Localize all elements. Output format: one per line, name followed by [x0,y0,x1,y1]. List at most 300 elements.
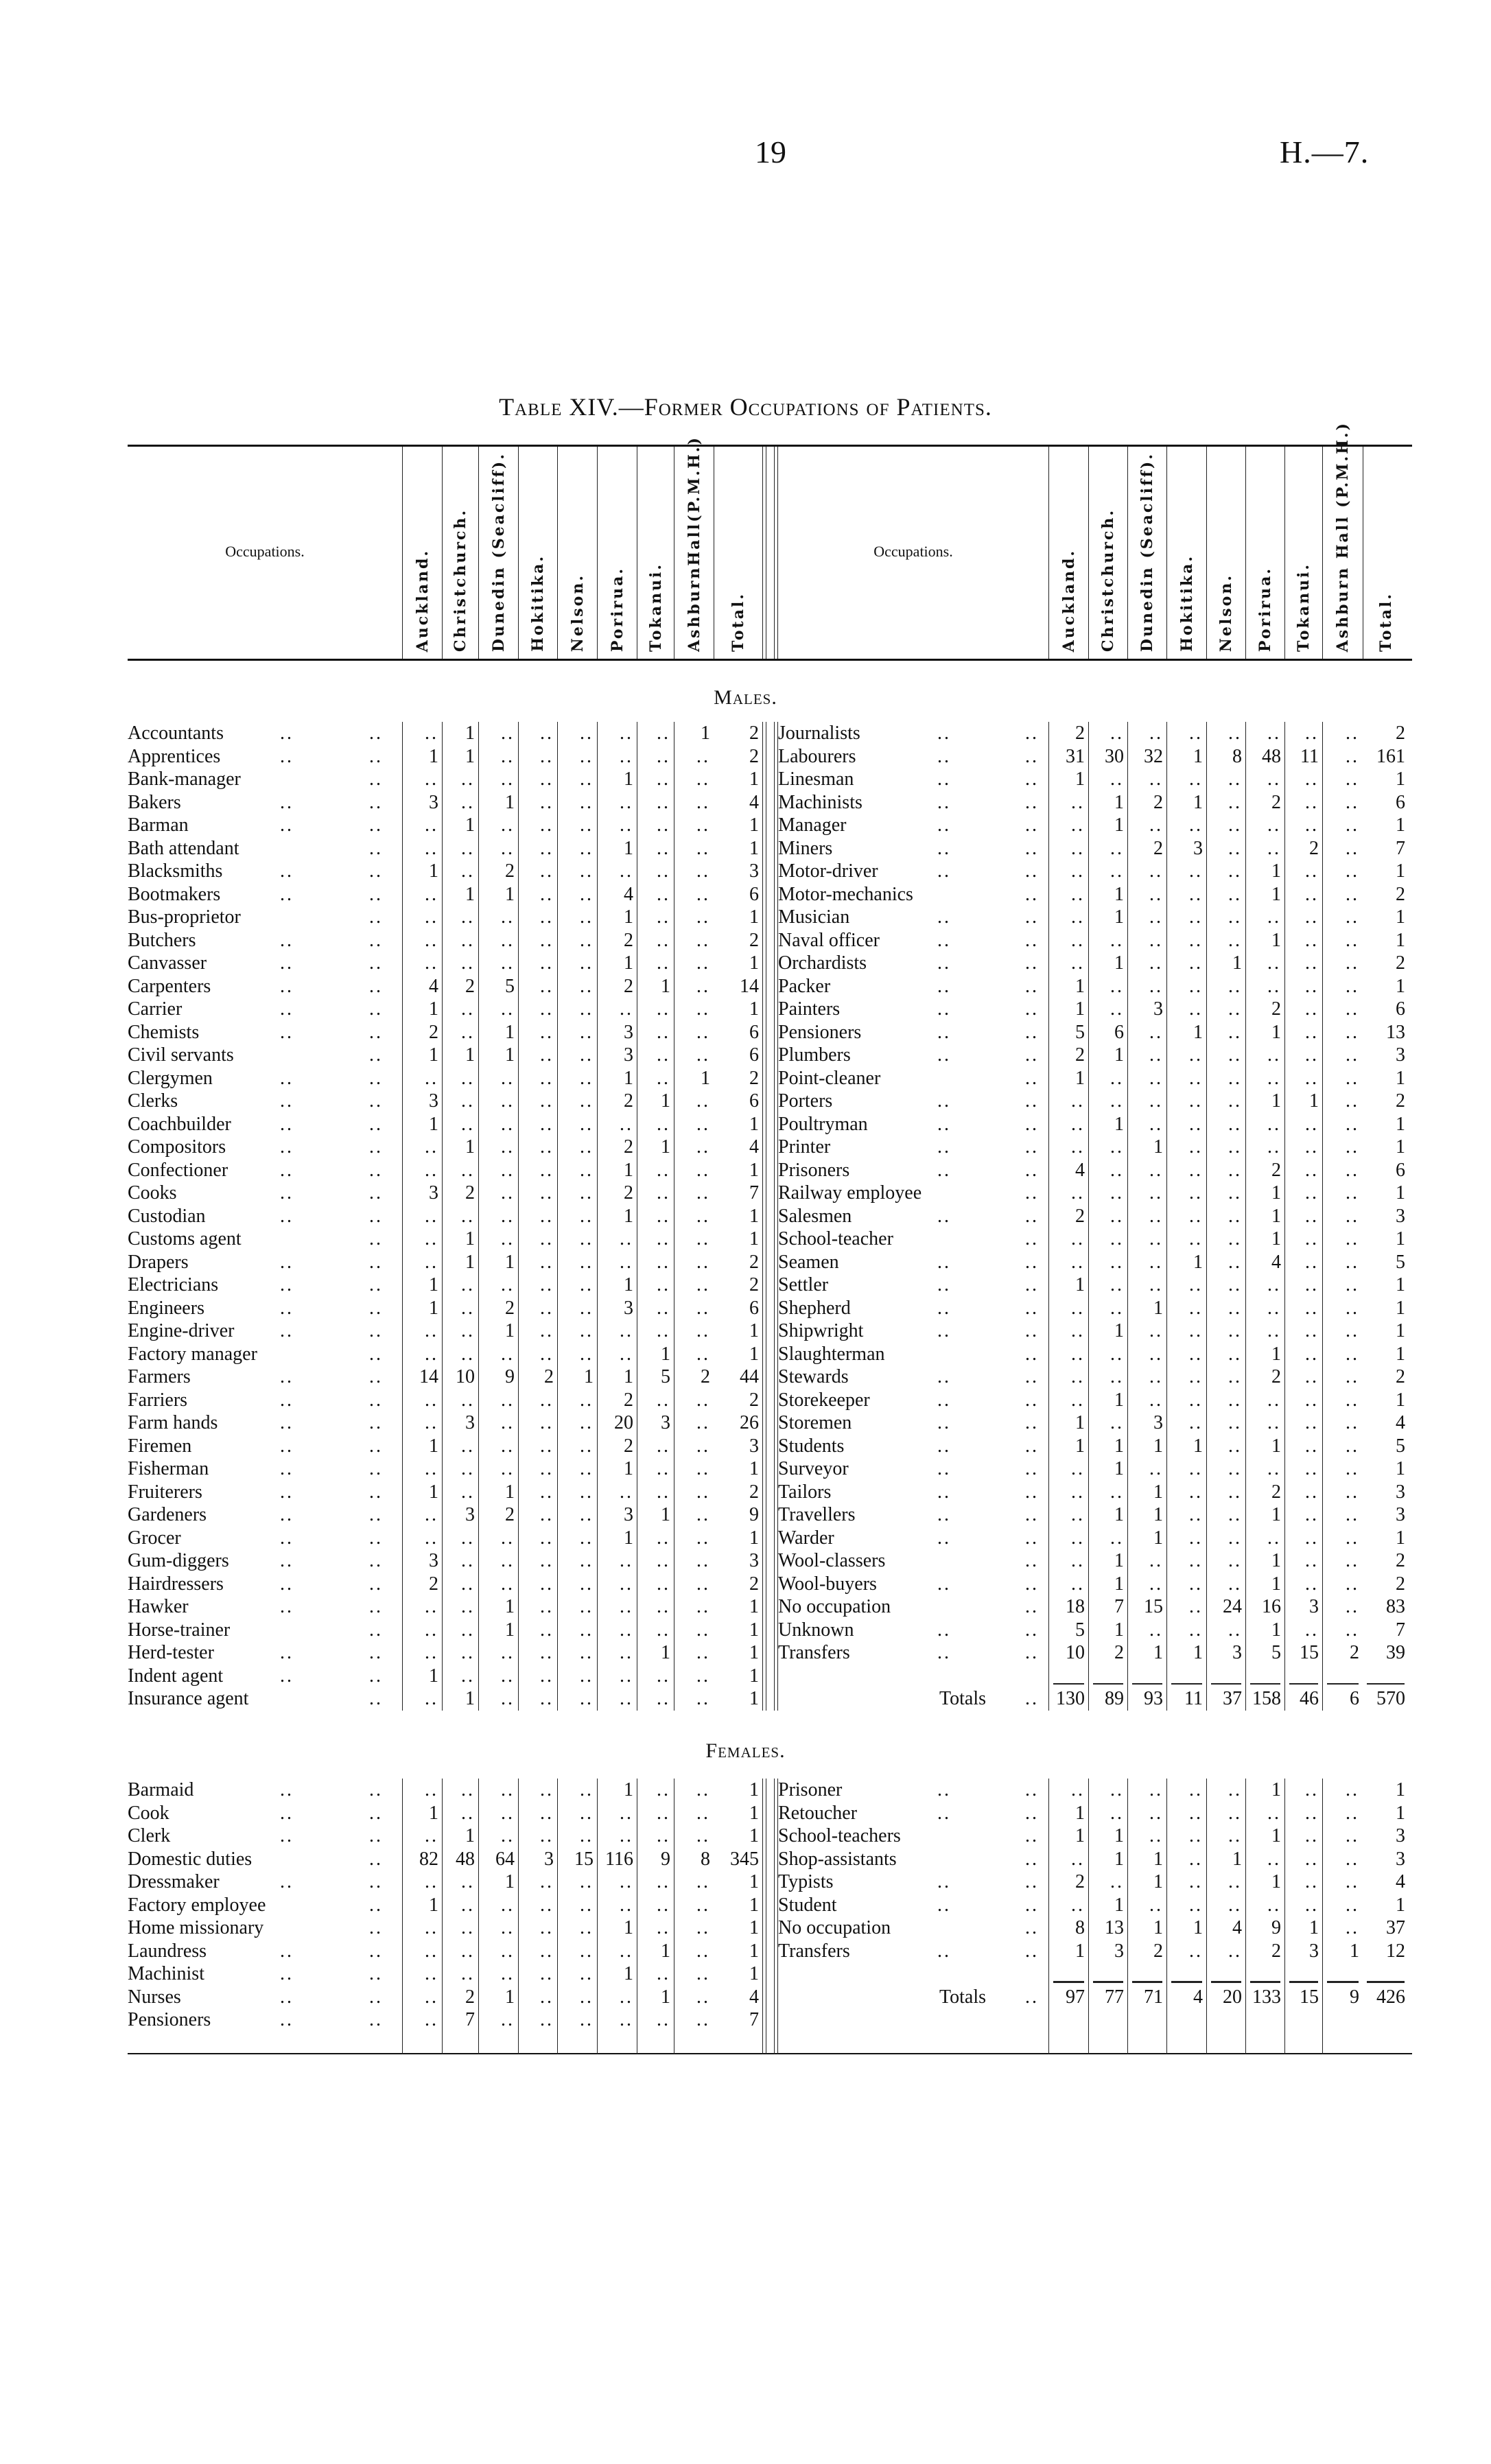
row-total-cell: 4 [1396,1871,1405,1892]
leader-dots [369,1802,383,1825]
occupation-label: Clerk [128,1825,171,1846]
count-cell: 1 [1048,1940,1088,1963]
occupation-label: Machinists [778,791,862,813]
occupation-cell [778,1916,1048,1940]
occupation-cell [128,791,402,814]
count-cell: .. [1284,1113,1322,1136]
count-cell: .. [1206,1435,1245,1458]
row-total-cell: 3 [749,860,759,882]
column-header [1363,447,1409,659]
count-cell: .. [518,1343,557,1366]
occupation-label: Transfers [778,1940,850,1962]
count-cell: .. [478,837,518,860]
count-cell: .. [1166,1894,1206,1917]
count-cell: .. [1048,791,1088,814]
double-rule [762,1228,766,1251]
count-cell: 2 [402,1021,442,1044]
count-cell: .. [518,1113,557,1136]
count-cell: .. [1206,791,1245,814]
occupation-cell [128,929,402,952]
leader-dots [280,1182,294,1205]
count-cell: .. [1284,1779,1322,1802]
leader-dots [1025,837,1039,860]
count-cell: .. [402,1916,442,1940]
column-header-right [774,421,1409,659]
table-row [128,1916,766,1940]
table-row [128,1044,766,1067]
column-header [597,447,637,659]
count-cell: 1 [1322,1940,1363,1963]
row-total-cell: 1 [1396,1894,1405,1916]
leader-dots [369,1159,383,1182]
leader-dots [369,1090,383,1113]
count-cell: .. [674,1503,714,1527]
count-cell: .. [557,1389,597,1412]
count-cell: .. [674,1228,714,1251]
count-cell: .. [1127,1205,1166,1228]
row-total-cell: 1 [749,1205,759,1227]
count-cell: 3 [1284,1595,1322,1619]
count-cell: .. [637,1159,674,1182]
count-cell: .. [674,1779,714,1802]
occupation-label: Pensioners [778,1021,862,1043]
count-cell: .. [518,1779,557,1802]
occupation-label: Blacksmiths [128,860,223,882]
leader-dots [280,2008,294,2032]
count-cell: 2 [1048,1870,1088,1894]
occupation-cell [128,1319,402,1343]
count-cell: .. [1322,1274,1363,1297]
occupation-label: Railway employee [778,1182,922,1204]
count-cell: .. [1088,837,1127,860]
leader-dots [1025,1527,1039,1550]
count-cell: .. [557,1870,597,1894]
double-rule [762,1824,766,1848]
occupation-cell [128,1205,402,1228]
count-cell: .. [1245,1297,1284,1320]
occupation-cell [128,1665,402,1688]
table-row [774,1343,1409,1366]
count-cell: 1 [1284,1916,1322,1940]
table-row [128,1113,766,1136]
occupations-header-label: Occupations. [225,543,305,560]
count-cell: .. [1127,814,1166,837]
double-rule [762,745,766,768]
count-cell: .. [1284,1870,1322,1894]
occupation-cell [778,860,1048,883]
count-cell: .. [1284,1824,1322,1848]
leader-dots [937,1779,951,1802]
count-cell: .. [518,1251,557,1274]
header-bottom-rule [128,659,1412,661]
row-total-cell: 2 [1396,1366,1405,1387]
occupation-label: Salesmen [778,1205,852,1227]
row-total-cell: 83 [1386,1596,1405,1617]
row-total-cell: 161 [1376,745,1405,767]
leader-dots [369,883,383,906]
count-cell: .. [1127,768,1166,791]
count-cell: .. [402,1986,442,2009]
count-cell: .. [402,1319,442,1343]
count-cell: .. [1206,1779,1245,1802]
table-row [128,906,766,929]
occupation-label: Students [778,1435,845,1457]
leader-dots [937,1389,951,1412]
leader-dots [280,1113,294,1136]
row-total-cell: 1 [749,906,759,928]
occupation-cell [778,1113,1048,1136]
count-cell: .. [402,1343,442,1366]
count-cell: .. [557,1457,597,1481]
count-cell: 3 [597,1503,637,1527]
count-cell: .. [518,929,557,952]
count-cell: 1 [402,1274,442,1297]
count-cell: 10 [1048,1641,1088,1665]
count-cell: .. [1088,998,1127,1021]
count-cell: .. [402,1251,442,1274]
row-total-cell: 7 [749,1182,759,1204]
occupation-label: Confectioner [128,1159,228,1181]
leader-dots [369,1962,383,1986]
row-total-cell: 2 [749,745,759,767]
count-cell: .. [1127,1090,1166,1113]
column-header [1127,447,1166,659]
leader-dots [1025,1365,1039,1389]
count-cell: .. [1206,1527,1245,1550]
occupations-header [128,447,402,659]
count-cell: .. [1166,906,1206,929]
occupation-cell [128,1527,402,1550]
row-total-cell: 1 [1396,1297,1405,1319]
table-row [774,1113,1409,1136]
occupation-cell [128,1595,402,1619]
count-cell: .. [402,1389,442,1412]
occupation-label: Packer [778,975,831,997]
count-cell: 1 [597,906,637,929]
column-header [557,447,597,659]
count-cell: 20 [597,1411,637,1435]
count-cell [1245,1962,1284,1986]
double-rule [762,1435,766,1458]
count-cell: 3 [597,1021,637,1044]
occupation-label: Plumbers [778,1044,851,1066]
count-cell: .. [1245,814,1284,837]
table-row [774,1595,1409,1619]
row-total-cell: 1 [749,1343,759,1365]
count-cell: .. [1048,906,1088,929]
count-cell: .. [637,1916,674,1940]
table-row [128,1067,766,1090]
double-rule [762,1159,766,1182]
count-cell: .. [557,1962,597,1986]
count-cell: .. [518,1481,557,1504]
count-cell: .. [1206,1044,1245,1067]
count-cell: .. [1206,1067,1245,1090]
occupation-cell [778,791,1048,814]
leader-dots [280,1962,294,1986]
occupation-cell [128,1411,402,1435]
count-cell: .. [1127,1067,1166,1090]
occupation-label: Fruiterers [128,1481,202,1503]
leader-dots [937,1090,951,1113]
count-cell: .. [1206,1319,1245,1343]
count-cell: .. [442,1159,478,1182]
count-cell: .. [557,1159,597,1182]
count-cell: 3 [597,1297,637,1320]
count-cell: .. [1127,1549,1166,1573]
table-row [128,1503,766,1527]
leader-dots [1025,906,1039,929]
occupation-label: Canvasser [128,952,207,974]
table-row [774,1297,1409,1320]
count-cell: .. [518,1573,557,1596]
leader-dots [1025,1297,1039,1320]
leader-dots [1025,1940,1039,1963]
leader-dots [369,1549,383,1573]
table-row [128,1527,766,1550]
count-cell: .. [1166,1870,1206,1894]
occupation-label: No occupation [778,1917,891,1938]
count-cell: .. [1166,1411,1206,1435]
count-cell: .. [1206,1481,1245,1504]
count-cell: .. [1206,975,1245,998]
count-cell: .. [442,768,478,791]
count-cell: .. [637,1274,674,1297]
row-total-cell: 1 [749,1779,759,1800]
count-cell: .. [1048,860,1088,883]
count-cell: .. [557,1435,597,1458]
leader-dots [369,2008,383,2032]
count-cell: .. [1048,1481,1088,1504]
table-row [774,1389,1409,1412]
count-cell: .. [557,1021,597,1044]
occupation-label: Factory employee [128,1894,266,1916]
leader-dots [937,1457,951,1481]
double-rule [762,1251,766,1274]
occupation-cell [128,1916,402,1940]
leader-dots [937,1573,951,1596]
count-cell: .. [1166,1802,1206,1825]
count-cell: 3 [1088,1940,1127,1963]
count-cell: .. [442,1205,478,1228]
table-row [128,860,766,883]
table-row [774,1411,1409,1435]
count-cell: .. [478,998,518,1021]
count-cell: 1 [1088,1848,1127,1871]
row-total-cell: 1 [1396,1274,1405,1295]
leader-dots [280,1251,294,1274]
count-cell: .. [637,1228,674,1251]
count-cell: .. [637,1573,674,1596]
count-cell: .. [1127,929,1166,952]
count-cell: .. [1048,1527,1088,1550]
count-cell: .. [1166,1619,1206,1642]
row-total-cell: 1 [1396,1343,1405,1365]
leader-dots [1025,1228,1039,1251]
count-cell: .. [674,1916,714,1940]
column-header [714,447,762,659]
count-cell: 31 [1048,745,1088,768]
count-cell: .. [1048,1090,1088,1113]
leader-dots [1025,1251,1039,1274]
count-cell: .. [557,1549,597,1573]
double-rule [762,1319,766,1343]
occupation-cell [778,975,1048,998]
count-cell: .. [1284,1343,1322,1366]
double-rule [762,447,766,659]
count-cell: .. [518,1665,557,1688]
occupation-cell [778,1665,1048,1688]
occupation-cell [778,1962,1048,1986]
count-cell: .. [1048,1251,1088,1274]
count-cell: .. [442,1389,478,1412]
occupation-label: Storekeeper [778,1389,870,1411]
count-cell: .. [1284,1365,1322,1389]
count-cell: 1 [1048,1824,1088,1848]
double-rule [762,1365,766,1389]
count-cell: .. [442,952,478,975]
count-cell: 5 [637,1365,674,1389]
count-cell: .. [1206,883,1245,906]
count-cell: .. [518,1641,557,1665]
leader-dots [937,1044,951,1067]
occupation-cell [778,1595,1048,1619]
count-cell [1166,1665,1206,1688]
count-cell: 3 [402,1182,442,1205]
leader-dots [1025,1779,1039,1802]
count-cell: 2 [1284,837,1322,860]
count-cell: 89 [1088,1687,1127,1711]
table-row [128,1411,766,1435]
count-cell: 4 [1048,1159,1088,1182]
count-cell: .. [1088,1251,1127,1274]
leader-dots [1025,791,1039,814]
table-row [774,1870,1409,1894]
count-cell [1206,1665,1245,1688]
count-cell: 1 [1127,1527,1166,1550]
count-cell: .. [478,1343,518,1366]
table-row [128,1687,766,1711]
count-cell: 20 [1206,1986,1245,2009]
count-cell: .. [518,883,557,906]
count-cell: .. [1245,975,1284,998]
count-cell: .. [1048,1113,1088,1136]
count-cell [1048,1962,1088,1986]
leader-dots [369,1365,383,1389]
count-cell: .. [1322,975,1363,998]
count-cell: .. [1206,1824,1245,1848]
occupation-cell [778,1824,1048,1848]
count-cell: .. [674,860,714,883]
count-cell: .. [557,1274,597,1297]
count-cell: .. [597,1343,637,1366]
count-cell: .. [1322,1848,1363,1871]
count-cell: 1 [478,1595,518,1619]
count-cell: .. [1206,1389,1245,1412]
count-cell: .. [637,1044,674,1067]
count-cell: 1 [1088,1824,1127,1848]
table-row [774,837,1409,860]
count-cell: .. [557,1136,597,1159]
leader-dots [1025,1067,1039,1090]
row-total-cell: 1 [749,1665,759,1687]
leader-dots [937,1021,951,1044]
count-cell: .. [1284,1021,1322,1044]
row-total-cell [1363,1962,1409,1986]
count-cell: 1 [1088,883,1127,906]
count-cell: .. [1127,1573,1166,1596]
table-row [774,1848,1409,1871]
count-cell: .. [1284,883,1322,906]
count-cell: .. [637,1779,674,1802]
occupation-cell [128,1986,402,2009]
leader-dots [1025,929,1039,952]
row-total-cell: 3 [1396,1848,1405,1870]
leader-dots [937,1481,951,1504]
count-cell: .. [518,1619,557,1642]
count-cell: 93 [1127,1687,1166,1711]
count-cell: .. [478,1940,518,1963]
occupation-label: Domestic duties [128,1848,253,1870]
column-header-label: Tokanui. [1295,562,1313,652]
count-cell: 1 [557,1365,597,1389]
occupation-cell [128,1870,402,1894]
table-row [774,1067,1409,1090]
occupation-label: Warder [778,1527,834,1549]
count-cell: .. [637,952,674,975]
occupation-label: Poultryman [778,1113,868,1135]
row-total-cell: 7 [749,2009,759,2030]
count-cell: .. [402,768,442,791]
column-header [1206,447,1245,659]
count-cell: 2 [597,975,637,998]
row-total-cell: 4 [749,1136,759,1158]
occupation-cell [778,952,1048,975]
count-cell: .. [518,1044,557,1067]
count-cell: .. [1048,837,1088,860]
occupation-label: Farm hands [128,1412,218,1433]
double-rule [762,1274,766,1297]
count-cell: .. [1127,1044,1166,1067]
table-row [774,1090,1409,1113]
count-cell: 15 [557,1848,597,1871]
count-cell [637,2032,674,2055]
leader-dots [369,1297,383,1320]
count-cell: .. [1206,860,1245,883]
count-cell: .. [442,1573,478,1596]
row-total-cell: 2 [1396,723,1405,744]
count-cell: .. [637,1251,674,1274]
count-cell: .. [597,860,637,883]
row-total-cell: 37 [1386,1917,1405,1938]
leader-dots [1025,1687,1039,1711]
count-cell: .. [1166,1159,1206,1182]
occupation-label: Travellers [778,1504,856,1525]
count-cell: 3 [1284,1940,1322,1963]
count-cell: 64 [478,1848,518,1871]
table-row [774,1228,1409,1251]
occupation-cell [128,745,402,768]
count-cell: 14 [402,1365,442,1389]
column-header-label: Hokitika. [1177,554,1196,652]
row-total-cell: 1 [1396,1527,1405,1549]
count-cell: .. [1088,929,1127,952]
count-cell: .. [442,998,478,1021]
occupation-cell [778,1136,1048,1159]
count-cell: .. [557,1687,597,1711]
count-cell: .. [597,1549,637,1573]
count-cell: .. [674,1894,714,1917]
